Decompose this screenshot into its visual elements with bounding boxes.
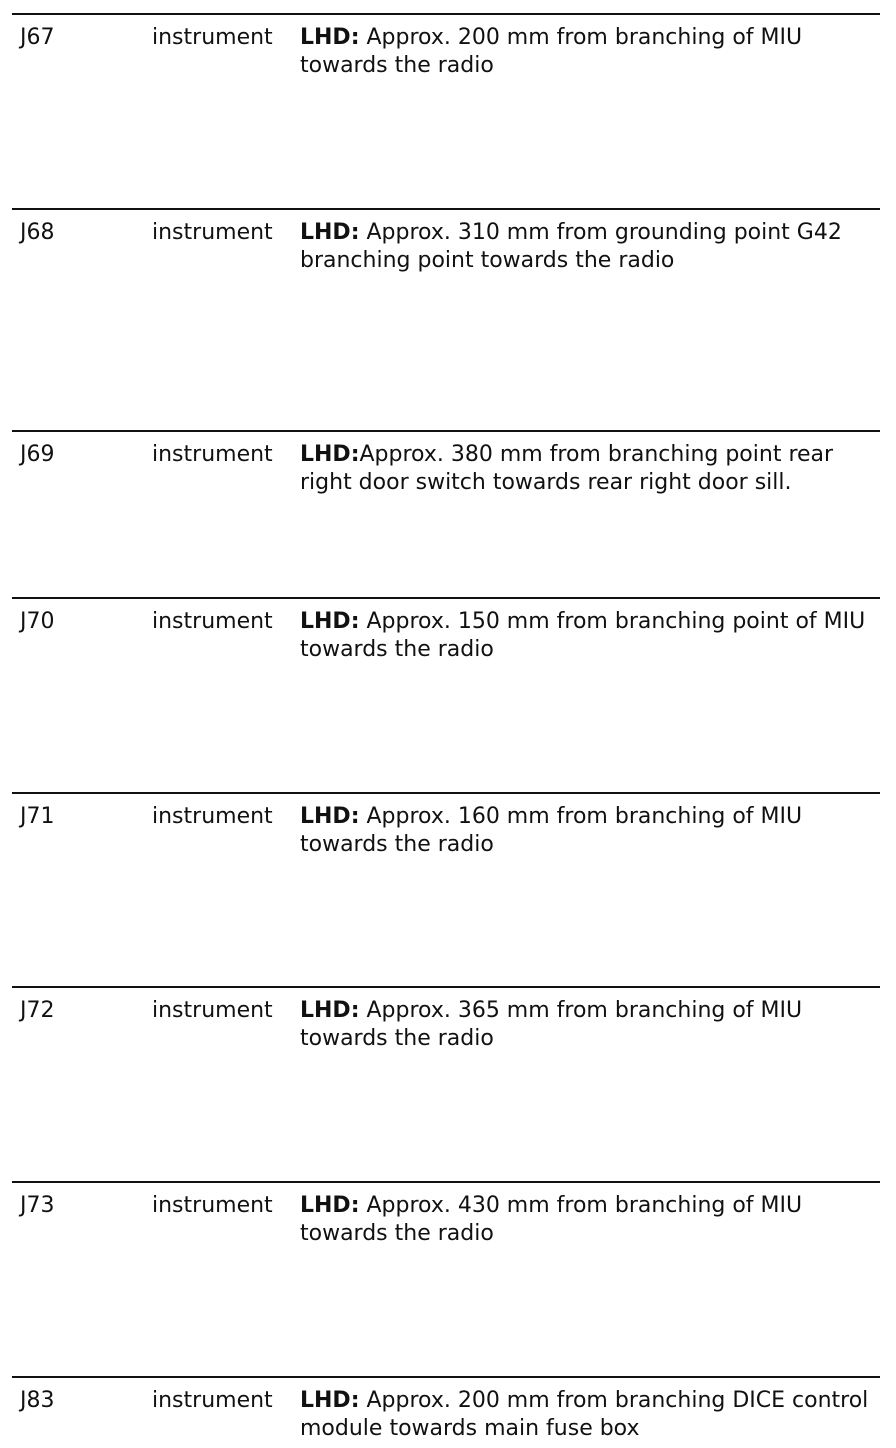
description-text: Approx. 380 mm from branching point rear right door switch towards rear right door sill. [300, 442, 834, 495]
splice-description [300, 608, 890, 664]
splice-location: instrument [152, 442, 273, 467]
splice-location: instrument [152, 1388, 273, 1413]
splice-description [300, 441, 890, 497]
splice-description [300, 219, 890, 275]
table-row [12, 597, 880, 662]
lhd-label: LHD: [300, 220, 360, 245]
splice-id: J71 [20, 804, 55, 829]
splice-description [300, 803, 890, 859]
splice-id: J69 [20, 442, 55, 467]
splice-location: instrument [152, 609, 273, 634]
lhd-label: LHD: [300, 1193, 360, 1218]
lhd-label: LHD: [300, 609, 360, 634]
splice-id: J68 [20, 220, 55, 245]
table-row [12, 430, 880, 495]
table-row [12, 13, 880, 78]
table-row [12, 986, 880, 1051]
splice-id: J83 [20, 1388, 55, 1413]
splice-description [300, 997, 890, 1053]
table-row [12, 1181, 880, 1246]
splice-id: J72 [20, 998, 55, 1023]
splice-id: J70 [20, 609, 55, 634]
description-text: Approx. 150 mm from branching point of MIU towards the radio [300, 609, 866, 662]
splice-location: instrument [152, 220, 273, 245]
splice-location: instrument [152, 998, 273, 1023]
table-row [12, 1376, 880, 1441]
splice-description [300, 1387, 890, 1443]
table-row [12, 792, 880, 857]
description-text: Approx. 160 mm from branching of MIU towards the radio [300, 804, 803, 857]
description-text: Approx. 200 mm from branching DICE control module towards main fuse box [300, 1388, 869, 1441]
splice-description [300, 24, 890, 80]
splice-location: instrument [152, 804, 273, 829]
lhd-label: LHD: [300, 25, 360, 50]
splice-location: instrument [152, 25, 273, 50]
lhd-label: LHD: [300, 442, 360, 467]
splice-id: J67 [20, 25, 55, 50]
lhd-label: LHD: [300, 804, 360, 829]
description-text: Approx. 430 mm from branching of MIU towards the radio [300, 1193, 803, 1246]
description-text: Approx. 200 mm from branching of MIU towards the radio [300, 25, 803, 78]
splice-location: instrument [152, 1193, 273, 1218]
lhd-label: LHD: [300, 1388, 360, 1413]
table-row [12, 208, 880, 273]
splice-description [300, 1192, 890, 1248]
splice-id: J73 [20, 1193, 55, 1218]
description-text: Approx. 365 mm from branching of MIU towards the radio [300, 998, 803, 1051]
description-text: Approx. 310 mm from grounding point G42 branching point towards the radio [300, 220, 842, 273]
lhd-label: LHD: [300, 998, 360, 1023]
